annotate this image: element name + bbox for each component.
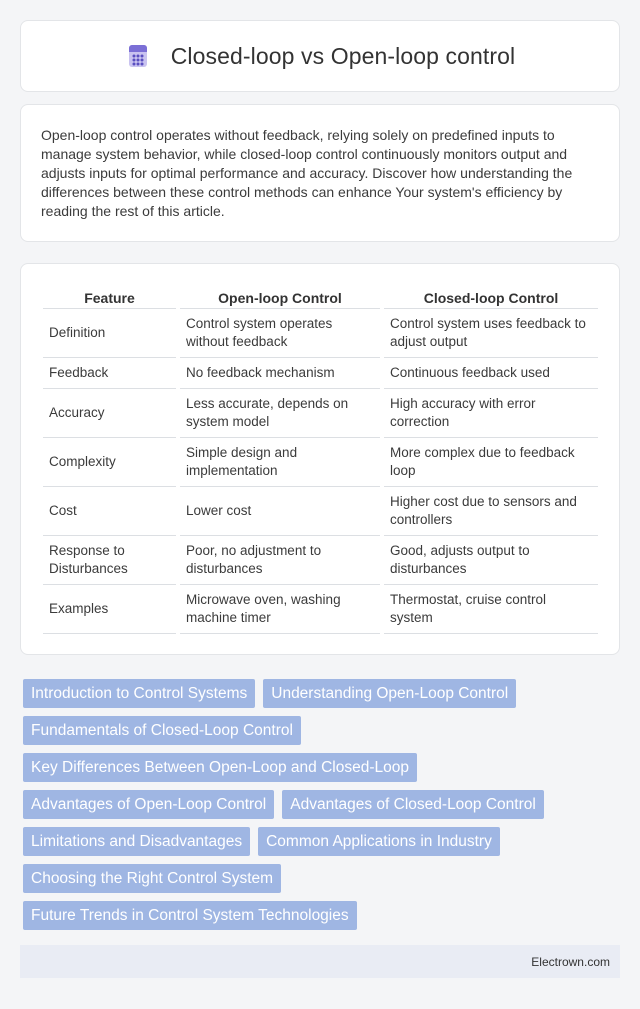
table-row	[43, 585, 598, 634]
table-row	[43, 309, 598, 358]
header-closed-loop: Closed-loop Control	[384, 288, 598, 309]
table-cell: Response to Disturbances	[43, 536, 176, 585]
tag-row	[23, 716, 620, 745]
table-row	[43, 358, 598, 389]
tag-row	[23, 827, 620, 856]
table-cell: Feedback	[43, 358, 176, 389]
comparison-table-card	[20, 263, 620, 655]
tag-applications[interactable]: Common Applications in Industry	[258, 827, 500, 856]
calculator-icon	[125, 43, 151, 69]
tag-open-loop[interactable]: Understanding Open-Loop Control	[263, 679, 516, 708]
table-cell: Accuracy	[43, 389, 176, 438]
tag-limitations[interactable]: Limitations and Disadvantages	[23, 827, 250, 856]
footer	[20, 945, 620, 978]
table-cell: Lower cost	[180, 487, 380, 536]
footer-site-link[interactable]: Electrown.com	[531, 954, 610, 969]
tag-row	[23, 790, 620, 819]
tag-row	[23, 901, 620, 930]
tag-choosing[interactable]: Choosing the Right Control System	[23, 864, 281, 893]
table-cell: Thermostat, cruise control system	[384, 585, 598, 634]
intro-card	[20, 104, 620, 242]
tag-row	[23, 864, 620, 893]
table-cell: Poor, no adjustment to disturbances	[180, 536, 380, 585]
table-cell: Good, adjusts output to disturbances	[384, 536, 598, 585]
tag-row	[23, 753, 620, 782]
header-feature: Feature	[43, 288, 176, 309]
table-row	[43, 438, 598, 487]
table-cell: Control system operates without feedback	[180, 309, 380, 358]
table-cell: Examples	[43, 585, 176, 634]
table-header-row	[43, 288, 598, 309]
tag-open-loop-advantages[interactable]: Advantages of Open-Loop Control	[23, 790, 274, 819]
table-cell: High accuracy with error correction	[384, 389, 598, 438]
table-cell: Higher cost due to sensors and controllers	[384, 487, 598, 536]
table-cell: No feedback mechanism	[180, 358, 380, 389]
table-cell: Complexity	[43, 438, 176, 487]
intro-paragraph: Open-loop control operates without feedback, relying solely on predefined inputs to manage system behavior, while closed-loop control continuously monitors output and adjusts inputs for optimal performance and accuracy. Discover how understanding the differences between these control methods can enhance Your system's efficiency by reading the rest of this article.	[41, 127, 573, 219]
tag-closed-loop-advantages[interactable]: Advantages of Closed-Loop Control	[282, 790, 544, 819]
table-cell: More complex due to feedback loop	[384, 438, 598, 487]
tag-key-differences[interactable]: Key Differences Between Open-Loop and Closed-Loop	[23, 753, 417, 782]
table-cell: Microwave oven, washing machine timer	[180, 585, 380, 634]
tag-row	[23, 679, 620, 708]
table-cell: Definition	[43, 309, 176, 358]
tag-introduction[interactable]: Introduction to Control Systems	[23, 679, 255, 708]
topic-tags	[23, 679, 620, 938]
comparison-table	[39, 288, 602, 634]
table-cell: Simple design and implementation	[180, 438, 380, 487]
table-cell: Continuous feedback used	[384, 358, 598, 389]
table-cell: Control system uses feedback to adjust output	[384, 309, 598, 358]
table-row	[43, 389, 598, 438]
tag-closed-loop-fundamentals[interactable]: Fundamentals of Closed-Loop Control	[23, 716, 301, 745]
table-row	[43, 536, 598, 585]
table-cell: Less accurate, depends on system model	[180, 389, 380, 438]
title-card	[20, 20, 620, 92]
table-cell: Cost	[43, 487, 176, 536]
header-open-loop: Open-loop Control	[180, 288, 380, 309]
page-title: Closed-loop vs Open-loop control	[170, 42, 516, 69]
tag-future-trends[interactable]: Future Trends in Control System Technologies	[23, 901, 357, 930]
table-row	[43, 487, 598, 536]
